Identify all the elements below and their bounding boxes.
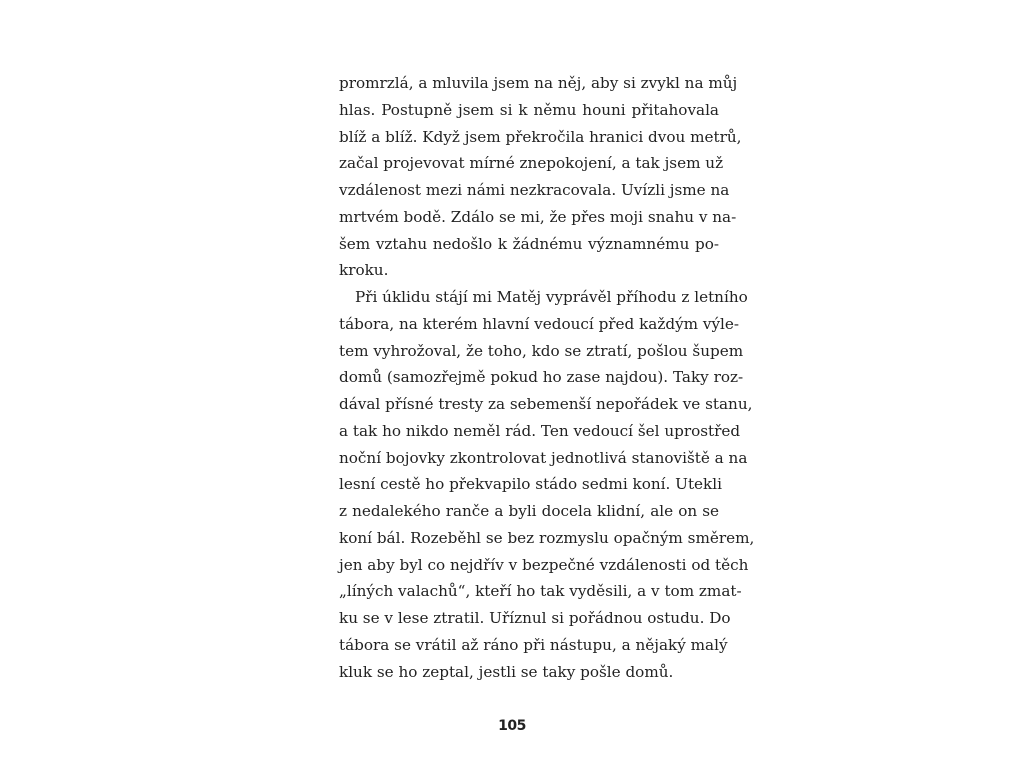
text-line: dával přísné tresty za sebemenší nepořádek ve stanu, bbox=[339, 395, 753, 413]
body-text bbox=[339, 70, 755, 685]
text-line: promrzlá, a mluvila jsem na něj, aby si zvykl na můj bbox=[339, 74, 738, 92]
text-line: domů (samozřejmě pokud ho zase najdou). Taky roz- bbox=[339, 368, 744, 387]
text-line: tábora, na kterém hlavní vedoucí před každým výle- bbox=[339, 314, 740, 333]
text-line: koní bál. Rozeběhl se bez rozmyslu opačným směrem, bbox=[339, 528, 755, 547]
text-line: začal projevovat mírné znepokojení, a tak jsem už bbox=[339, 154, 724, 173]
text-line: tábora se vrátil až ráno při nástupu, a nějaký malý bbox=[339, 635, 728, 654]
text-line: mrtvém bodě. Zdálo se mi, že přes moji snahu v na- bbox=[339, 207, 737, 226]
text-line: jen aby byl co nejdřív v bezpečné vzdálenosti od těch bbox=[339, 555, 749, 574]
text-line: hlas. Postupně jsem si k němu houni přitahovala bbox=[339, 100, 719, 119]
text-line: Při úklidu stájí mi Matěj vyprávěl příhodu z letního bbox=[355, 288, 748, 306]
text-line: šem vztahu nedošlo k žádnému významnému po- bbox=[339, 234, 719, 253]
text-line: tem vyhrožoval, že toho, kdo se ztratí, pošlou šupem bbox=[339, 341, 744, 360]
text-line: blíž a blíž. Když jsem překročila hranici dvou metrů, bbox=[339, 127, 742, 146]
text-line: noční bojovky zkontrolovat jednotlivá stanoviště a na bbox=[339, 448, 748, 467]
text-line: z nedalekého ranče a byli docela klidní, ale on se bbox=[339, 502, 719, 520]
text-line: „líných valachů“, kteří ho tak vyděsili, a v tom zmat- bbox=[339, 582, 742, 601]
text-line: kroku. bbox=[339, 261, 389, 280]
text-line: a tak ho nikdo neměl rád. Ten vedoucí šel uprostřed bbox=[339, 421, 741, 440]
page-number: 105 bbox=[498, 718, 526, 734]
text-line: vzdálenost mezi námi nezkracovala. Uvízli jsme na bbox=[339, 181, 730, 199]
text-line: lesní cestě ho překvapilo stádo sedmi koní. Utekli bbox=[339, 475, 722, 494]
text-line: kluk se ho zeptal, jestli se taky pošle domů. bbox=[339, 662, 674, 681]
text-line: ku se v lese ztratil. Uříznul si pořádnou ostudu. Do bbox=[339, 609, 731, 627]
